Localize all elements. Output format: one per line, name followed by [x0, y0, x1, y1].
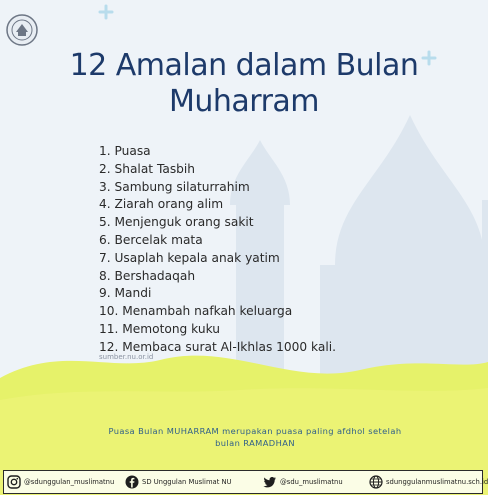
amalan-list [99, 143, 336, 357]
globe-icon [369, 475, 383, 489]
social-footer [3, 470, 488, 494]
instagram-handle: @sdunggulan_muslimatnu [24, 478, 115, 486]
twitter-icon [263, 475, 277, 489]
school-logo-icon [4, 12, 40, 48]
title-line-2: Muharram [168, 84, 320, 119]
source-credit: sumber.nu.or.id [99, 353, 154, 361]
list-item: 7. Usaplah kepala anak yatim [99, 250, 280, 265]
note-line-2: bulan RAMADHAN [215, 438, 295, 448]
list-item: 2. Shalat Tasbih [99, 161, 196, 176]
website-url: sdunggulanmuslimatnu.sch.id [386, 478, 488, 486]
twitter-link[interactable] [263, 471, 343, 493]
facebook-icon [125, 475, 139, 489]
facebook-link[interactable] [125, 471, 232, 493]
facebook-name: SD Unggulan Muslimat NU [142, 478, 232, 486]
list-item: 11. Memotong kuku [99, 321, 220, 336]
website-link[interactable] [369, 471, 488, 493]
instagram-icon [7, 475, 21, 489]
muharram-note [80, 425, 430, 449]
list-item: 10. Menambah nafkah keluarga [99, 304, 293, 319]
list-item: 5. Menjenguk orang sakit [99, 215, 254, 230]
list-item: 8. Bershadaqah [99, 268, 196, 283]
list-item: 9. Mandi [99, 286, 152, 301]
list-item: 4. Ziarah orang alim [99, 197, 224, 212]
title-line-1: 12 Amalan dalam Bulan [69, 48, 419, 83]
list-item: 12. Membaca surat Al-Ikhlas 1000 kali. [99, 339, 337, 354]
note-line-1: Puasa Bulan MUHARRAM merupakan puasa paling afdhol setelah [108, 426, 402, 436]
list-item: 1. Puasa [99, 144, 151, 158]
list-item: 3. Sambung silaturrahim [99, 179, 250, 194]
poster-title [0, 48, 488, 120]
list-item: 6. Bercelak mata [99, 232, 203, 247]
twitter-handle: @sdu_muslimatnu [280, 478, 343, 486]
instagram-link[interactable] [7, 471, 114, 493]
